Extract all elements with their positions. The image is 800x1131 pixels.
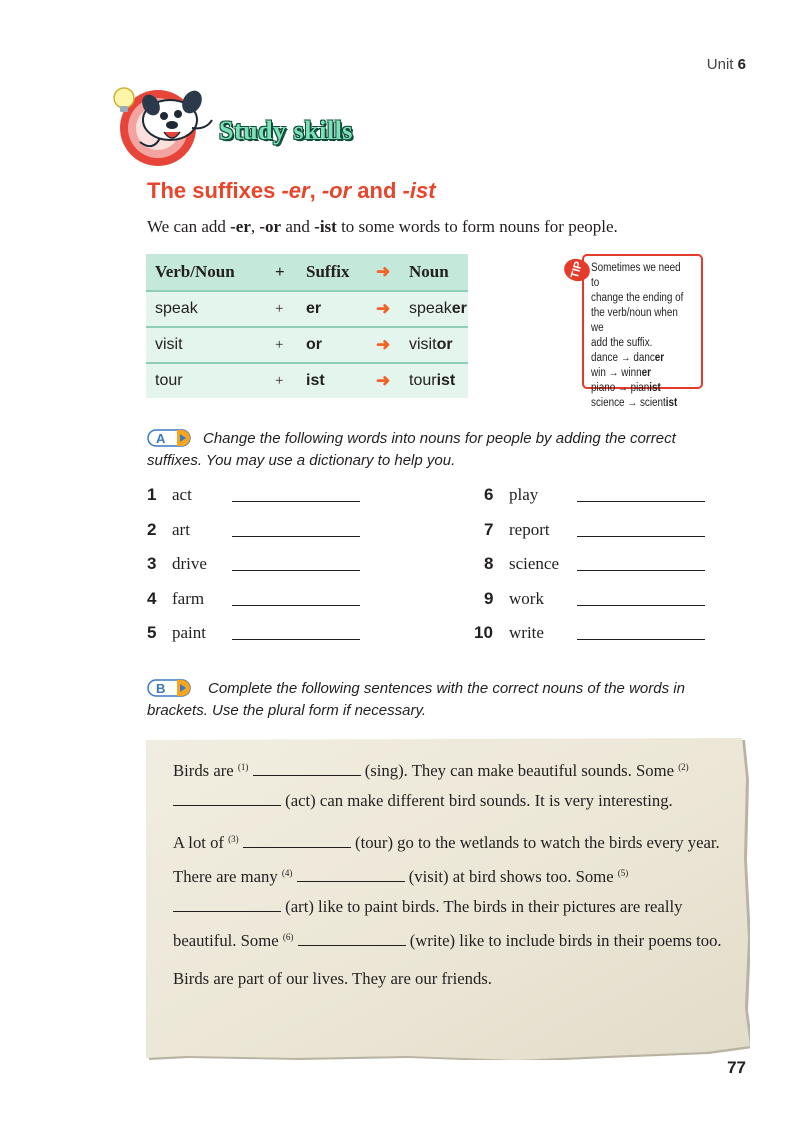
row-base: speak (146, 291, 271, 327)
unit-label (707, 56, 746, 73)
noun-stem: speak (409, 300, 452, 317)
item-number: 6 (484, 485, 494, 504)
item-number: 8 (484, 554, 494, 573)
blank-number: (5) (617, 868, 629, 878)
tip-example (591, 381, 684, 396)
header-arrow-icon: ➜ (376, 254, 400, 291)
answer-blank[interactable] (232, 605, 360, 606)
passage-paragraph (173, 752, 733, 816)
exercise-b-passage (173, 752, 733, 1002)
item-number: 3 (147, 554, 157, 573)
answer-blank[interactable] (232, 570, 360, 571)
tip-suffix: ist (649, 382, 661, 394)
blank-number: (4) (281, 868, 293, 878)
passage-text: (art) like to paint birds. The birds in their pictures are really beautiful. Some (173, 897, 683, 950)
passage-paragraph: Birds are part of our lives. They are our friends. (173, 969, 492, 988)
heading-suffix-er: -er (281, 178, 310, 203)
title-study: Study (219, 116, 287, 145)
item-number: 2 (147, 520, 157, 539)
passage-text: (tour) go to the wetlands to watch the birds every year. There are many (173, 833, 720, 886)
unit-text: Unit (706, 56, 734, 73)
heading-sep: and (351, 178, 403, 203)
heading-prefix: The suffixes (147, 178, 282, 203)
noun-suffix: ist (436, 372, 456, 389)
row-noun (400, 291, 468, 327)
item-number: 4 (147, 589, 157, 608)
intro-bold: -or (259, 217, 282, 236)
tip-badge: TIP (562, 256, 593, 284)
tip-line: the verb/noun when we (591, 307, 678, 334)
passage-text: (write) like to include birds in their poems too. (405, 931, 722, 950)
tip-stem: winn (621, 367, 642, 379)
arrow-icon: → (608, 367, 619, 379)
item-word: work (509, 589, 544, 608)
tip-suffix: er (654, 352, 665, 364)
item-number: 1 (147, 485, 157, 504)
row-base: tour (146, 363, 271, 398)
item-word: paint (172, 623, 206, 642)
answer-blank[interactable] (577, 570, 705, 571)
answer-blank[interactable] (577, 605, 705, 606)
tip-example (591, 351, 684, 366)
tip-base: science (591, 397, 625, 409)
item-number: 5 (147, 623, 157, 642)
arrow-icon: ➜ (376, 327, 400, 363)
answer-blank[interactable] (173, 897, 281, 912)
row-noun (400, 327, 468, 363)
passage-text: (visit) at bird shows too. Some (404, 867, 618, 886)
passage-paragraph (173, 824, 733, 956)
answer-blank[interactable] (297, 867, 405, 882)
row-plus: + (271, 327, 297, 363)
header-noun: Noun (400, 254, 468, 291)
noun-suffix: or (436, 336, 453, 353)
table-header-row (146, 254, 468, 291)
tip-stem: danc (633, 352, 655, 364)
item-word: farm (172, 589, 205, 608)
noun-stem: visit (409, 336, 437, 353)
passage-text: (act) can make different bird sounds. It is very interesting. (281, 791, 673, 810)
blank-number: (1) (237, 762, 249, 772)
tip-suffix: ist (665, 397, 678, 409)
intro-part: , (250, 217, 260, 236)
row-suffix: or (297, 327, 376, 363)
blank-number: (6) (282, 932, 294, 942)
item-word: play (509, 485, 539, 504)
page-heading (147, 178, 436, 204)
exercise-a-instruction: Change the following words into nouns for people by adding the correct suffixes. You may use a dictionary to help you. (147, 430, 676, 469)
arrow-icon: → (620, 352, 631, 364)
tip-example (591, 396, 684, 411)
tip-line: add the suffix. (591, 337, 653, 349)
item-word: write (509, 623, 544, 642)
exercise-b-instruction: Complete the following sentences with the correct nouns of the words in brackets. Use the plural form if necessary. (147, 680, 685, 719)
item-number: 10 (474, 623, 493, 642)
tip-stem: pian (630, 382, 650, 394)
noun-suffix: er (451, 300, 467, 317)
row-plus: + (271, 363, 297, 398)
tip-base: win (591, 367, 606, 379)
blank-number: (2) (678, 762, 689, 772)
intro-text (147, 217, 618, 237)
suffix-table (146, 254, 468, 398)
answer-blank[interactable] (577, 501, 705, 502)
arrow-icon: ➜ (376, 363, 400, 398)
tip-text (591, 261, 684, 411)
page-number: 77 (727, 1058, 746, 1077)
answer-blank[interactable] (298, 931, 406, 946)
answer-blank[interactable] (243, 833, 351, 848)
intro-part: and (281, 217, 315, 236)
answer-blank[interactable] (173, 791, 281, 806)
tip-line: Sometimes we need to (591, 262, 681, 289)
tip-suffix: er (641, 367, 651, 379)
tip-stem: scient (639, 397, 666, 409)
section-title (219, 116, 353, 146)
row-suffix: ist (297, 363, 376, 398)
row-base: visit (146, 327, 271, 363)
tip-line: change the ending of (591, 292, 684, 304)
arrow-icon: → (617, 382, 628, 394)
table-row (146, 363, 468, 398)
table-row (146, 291, 468, 327)
answer-blank[interactable] (577, 536, 705, 537)
item-word: science (509, 554, 560, 573)
arrow-icon: → (627, 397, 638, 409)
answer-blank[interactable] (253, 761, 361, 776)
row-plus: + (271, 291, 297, 327)
heading-suffix-or: -or (321, 178, 352, 203)
passage-text: (sing). They can make beautiful sounds. Some (360, 761, 679, 780)
noun-stem: tour (409, 372, 437, 389)
answer-blank[interactable] (577, 639, 705, 640)
item-number: 7 (484, 520, 494, 539)
header-suffix: Suffix (297, 254, 376, 291)
passage-text: Birds are (173, 761, 238, 780)
item-word: art (172, 520, 190, 539)
item-number: 9 (484, 589, 494, 608)
intro-part: to some words to form nouns for people. (336, 217, 618, 236)
study-skills-mascot-icon (108, 80, 218, 170)
item-word: drive (172, 554, 207, 573)
row-noun (400, 363, 468, 398)
intro-part: We can add (147, 217, 231, 236)
heading-sep: , (309, 178, 322, 203)
answer-blank[interactable] (232, 536, 360, 537)
unit-number: 6 (737, 56, 746, 73)
intro-bold: -er (230, 217, 251, 236)
passage-text: A lot of (173, 833, 229, 852)
item-word: act (172, 485, 192, 504)
blank-number: (3) (228, 834, 239, 844)
heading-suffix-ist: -ist (402, 178, 436, 203)
intro-bold: -ist (314, 217, 337, 236)
badge-letter-a: A (156, 431, 166, 446)
answer-blank[interactable] (232, 639, 360, 640)
tip-base: dance (591, 352, 618, 364)
title-skills: skills (293, 116, 353, 145)
tip-example (591, 366, 684, 381)
header-verb-noun: Verb/Noun (146, 254, 271, 291)
tip-base: piano (591, 382, 616, 394)
header-plus: + (271, 254, 297, 291)
answer-blank[interactable] (232, 501, 360, 502)
item-word: report (509, 520, 550, 539)
table-row (146, 327, 468, 363)
arrow-icon: ➜ (376, 291, 400, 327)
badge-letter-b: B (156, 681, 166, 696)
row-suffix: er (297, 291, 376, 327)
